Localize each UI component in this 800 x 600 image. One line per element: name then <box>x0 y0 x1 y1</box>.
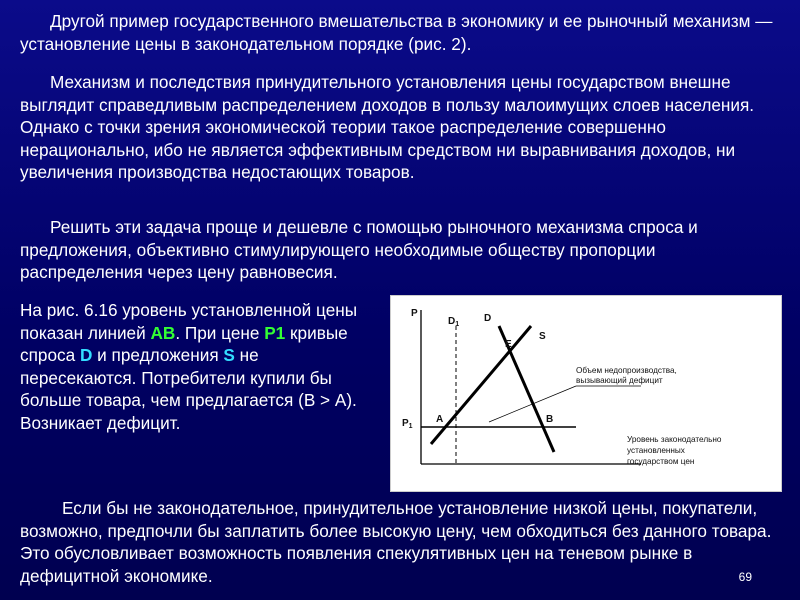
price-label-line-3: государством цен <box>627 457 695 466</box>
axis-p-label: P <box>411 308 418 319</box>
note-d: D <box>79 345 93 365</box>
paragraph-shadow-market-text: Если бы не законодательное, принудительное установление низкой цены, покупатели, возможно, предпочли бы заплатить более высокую цену, чем обходиться без данного товара. Это обусловливает возможность появления спекулятивных цен на теневом рынке в дефицитной экономике. <box>20 498 772 586</box>
point-a-label: A <box>436 414 444 425</box>
note-text-2: . При цене <box>175 322 265 343</box>
equilibrium-label: E <box>505 339 512 350</box>
note-text-3: кривые спроса <box>20 322 348 365</box>
paragraph-mechanism <box>20 71 780 184</box>
price-label-line-2: установленных <box>627 446 685 455</box>
figure-explanation <box>20 299 365 434</box>
p1-axis-label: $P_1$ <box>402 418 413 430</box>
d1-label: $D_1$ <box>448 316 460 328</box>
point-b-label: B <box>546 414 554 425</box>
paragraph-mechanism-text: Механизм и последствия принудительного установления цены государством внешне выглядит справедливым распределением доходов в пользу малоимущих слоев населения. Однако с точки зрения экономической теории такое распределение совершенно нерационально, ибо не является эффективным средством ни выравнивания доходов, ни увеличения производства недостающих товаров. <box>20 72 755 182</box>
supply-label: S <box>539 331 546 342</box>
shortage-label-line-1: Объем недопроизводства, <box>576 366 677 375</box>
paragraph-shadow-market <box>20 497 780 587</box>
price-label-line-1: Уровень законодательно <box>627 435 722 444</box>
note-ab: AB <box>150 322 176 343</box>
note-p1: P1 <box>264 322 286 343</box>
page-number: 69 <box>738 570 752 584</box>
paragraph-solution <box>20 216 780 284</box>
paragraph-solution-text: Решить эти задача проще и дешевле с помощью рыночного механизма спроса и предложения, объективно стимулирующего необходимые обществу пропорции распределения через цену равновесия. <box>20 217 698 282</box>
note-text-5: не пересекаются. Потребители купили бы больше товара, чем предлагается (В > А). Возникает дефицит. <box>20 345 357 433</box>
shortage-label-line-2: вызывающий дефицит <box>576 376 663 385</box>
price-ceiling-figure <box>390 295 782 492</box>
note-text-4: и предложения <box>92 345 224 365</box>
demand-label: D <box>484 313 492 324</box>
shortage-leader-line <box>489 386 576 422</box>
price-ceiling-diagram <box>391 296 781 491</box>
paragraph-intro <box>20 10 780 55</box>
paragraph-intro-text: Другой пример государственного вмешательства в экономику и ее рыночный механизм — установление цены в законодательном порядке (рис. 2). <box>20 11 773 54</box>
note-text-1: На рис. 6.16 уровень установленной цены показан линией <box>20 300 358 343</box>
note-s: S <box>223 345 235 365</box>
